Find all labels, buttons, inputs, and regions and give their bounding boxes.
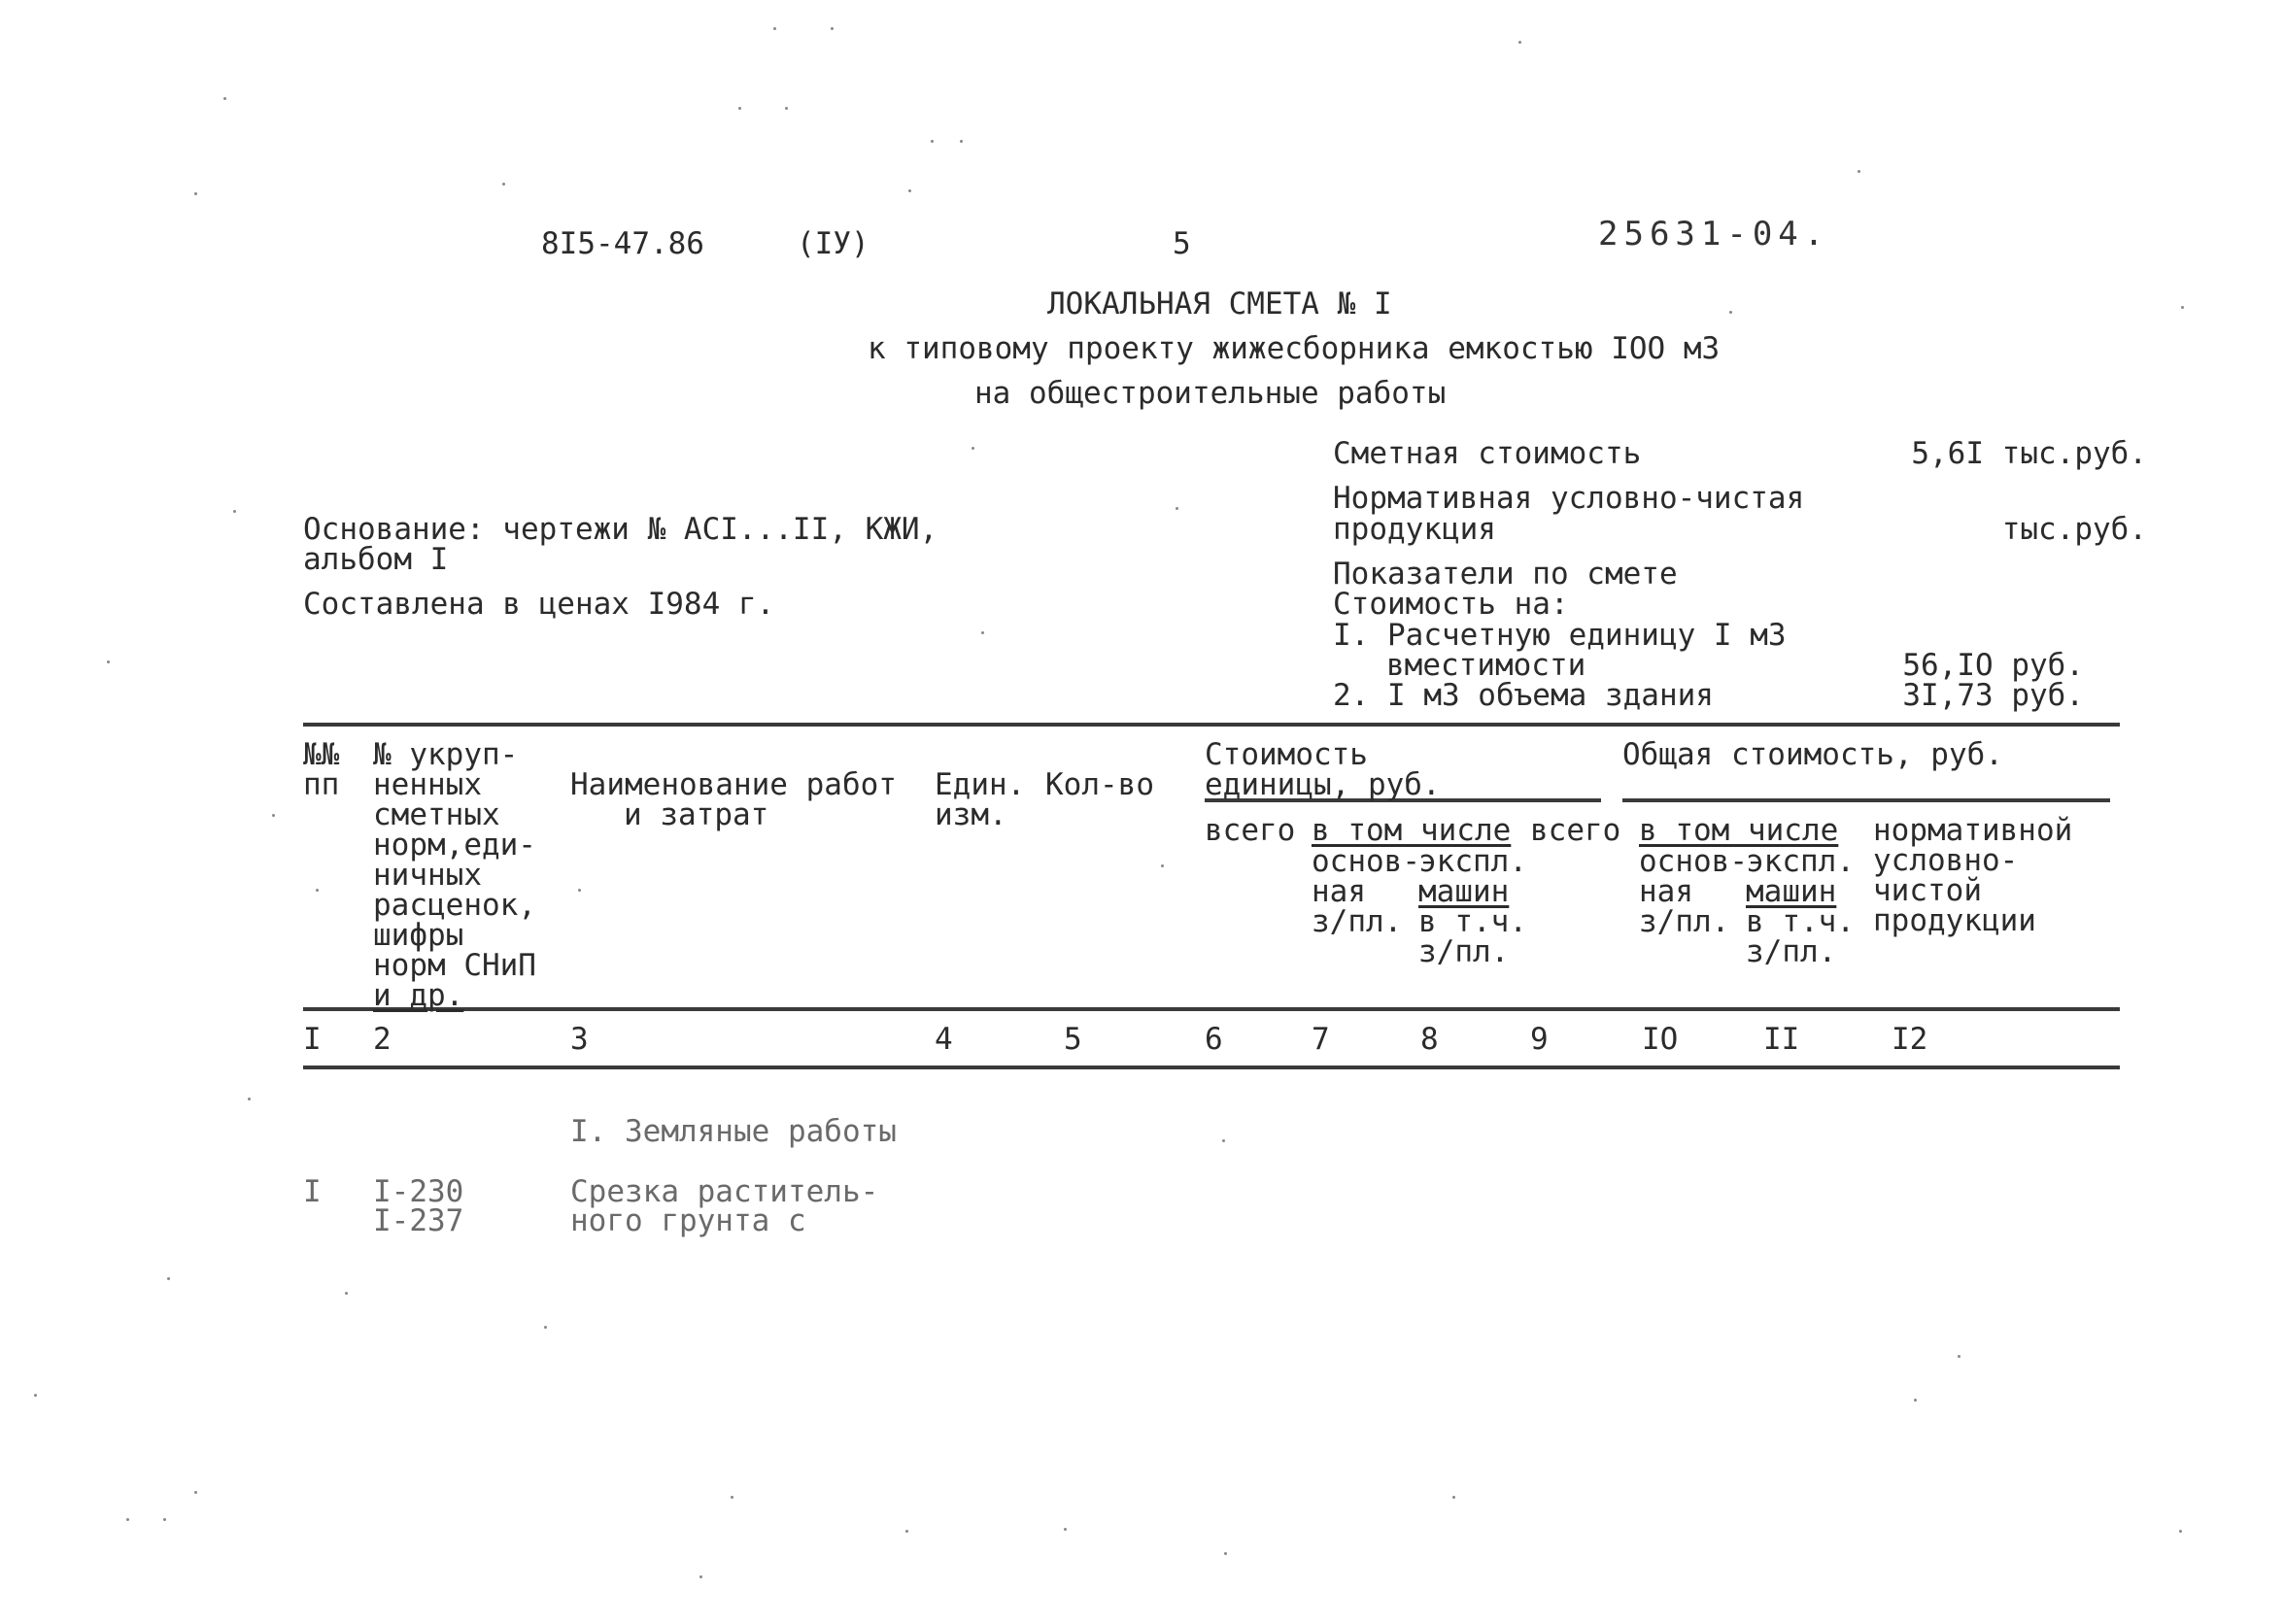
col-number-3: 3 [570,1022,589,1057]
indicator-1-label: I. Расчетную единицу I м3 [1333,618,1787,653]
header-codes: № укруп- ненных сметных норм,еди- ничных расценок, шифры норм СНиП и др. [373,737,536,1013]
row-1-name: Срезка раститель- ного грунта с [570,1174,879,1238]
header-total-total: всего [1530,813,1621,848]
normative-production-label: Нормативная условно-чистая [1333,481,1805,516]
page-title: ЛОКАЛЬНАЯ СМЕТА № I [1047,287,1392,321]
table-top-rule [303,723,2120,727]
prices-label: Составлена в ценах I984 г. [303,587,775,622]
header-unit-cost-2: единицы, руб. [1205,767,1441,802]
header-total-cost: Общая стоимость, руб. [1622,737,2003,772]
document-code: 8I5-47.86 [541,226,704,261]
basis-label: Основание: чертежи № АСI...II, КЖИ, [303,512,938,547]
col-number-10: IO [1642,1022,1679,1057]
indicator-2-label: 2. I м3 объема здания [1333,678,1714,713]
title-works: на общестроительные работы [974,376,1447,411]
header-unit-main-wage: основ- ная з/пл. [1312,844,1420,939]
row-1-number: I [303,1174,322,1209]
normative-production-value: тыс.руб. [2001,512,2147,547]
header-normative: нормативной условно- чистой продукции [1873,813,2073,938]
indicator-1-value: 56,IO руб. [1902,648,2084,683]
row-1-codes: I-230 I-237 [373,1174,464,1238]
header-bottom-rule [303,1007,2120,1011]
cost-on-label: Стоимость на: [1333,587,1569,622]
header-unit-total: всего [1205,813,1296,848]
header-work-name: Наименование работ [570,767,897,802]
col-number-12: I2 [1892,1022,1928,1057]
header-unit-cost: Стоимость [1205,737,1368,772]
col-number-6: 6 [1205,1022,1223,1057]
header-total-incl: в том числе [1639,813,1839,848]
header-work-name-2: и затрат [624,797,769,832]
normative-production-label-2: продукция [1333,512,1496,547]
col-number-1: I [303,1022,322,1057]
estimated-cost-label: Сметная стоимость [1333,436,1642,471]
col-number-8: 8 [1420,1022,1439,1057]
col-number-11: II [1763,1022,1800,1057]
estimated-cost-value: 5,6I тыс.руб. [1911,436,2147,471]
basis-label-2: альбом I [303,542,449,577]
header-quantity: Кол-во [1045,767,1154,802]
indicator-2-value: 3I,73 руб. [1902,678,2084,713]
indicators-label: Показатели по смете [1333,557,1678,592]
page-number: 5 [1173,226,1191,261]
col-number-5: 5 [1064,1022,1082,1057]
document-variant: (IУ) [797,226,869,261]
header-num-line-2: пп [303,767,340,802]
col-number-9: 9 [1530,1022,1549,1057]
column-numbers-rule [303,1066,2120,1069]
indicator-1-label-2: вместимости [1386,648,1586,683]
header-num-line-1: №№ [303,737,340,772]
header-total-machines: экспл. машин в т.ч. з/пл. [1746,844,1855,969]
col-number-7: 7 [1312,1022,1330,1057]
header-total-main-wage: основ- ная з/пл. [1639,844,1748,939]
document-number: 25631-04. [1598,215,1830,254]
section-title: I. Земляные работы [570,1114,897,1149]
header-unit-incl: в том числе [1312,813,1512,848]
title-subtitle: к типовому проекту жижесборника емкостью IOO м3 [868,331,1721,366]
col-number-4: 4 [935,1022,953,1057]
header-unit-2: изм. [935,797,1007,832]
col-number-2: 2 [373,1022,392,1057]
header-unit-machines: экспл. машин в т.ч. з/пл. [1418,844,1527,969]
total-cost-rule [1622,798,2110,802]
header-unit: Един. [935,767,1026,802]
